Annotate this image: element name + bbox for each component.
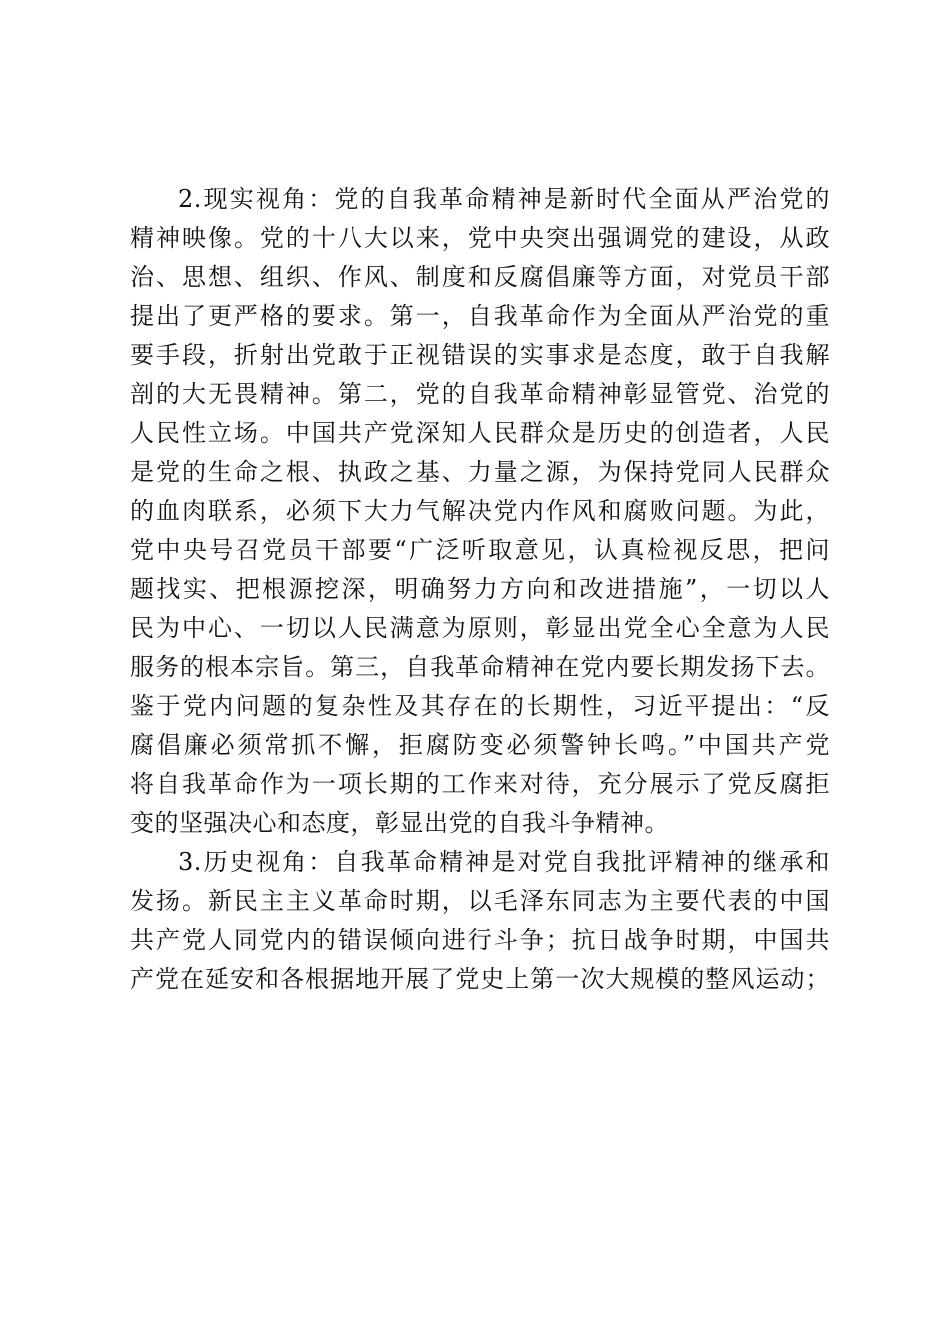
paragraph-historical-perspective [130, 843, 830, 999]
text-line: 2.现实视角：党的自我革命精神是新时代全面从严治党的 [178, 185, 830, 213]
text-line: 服务的根本宗旨。第三，自我革命精神在党内要长期发扬下去。 [130, 653, 830, 681]
text-line: 腐倡廉必须常抓不懈，拒腐防变必须警钟长鸣。”中国共产党 [130, 731, 830, 759]
text-line: 提出了更严格的要求。第一，自我革命作为全面从严治党的重 [130, 302, 830, 330]
body-text [130, 180, 830, 999]
text-line: 党中央号召党员干部要“广泛听取意见，认真检视反思，把问 [130, 536, 830, 564]
text-line: 变的坚强决心和态度，彰显出党的自我斗争精神。 [130, 809, 669, 837]
text-line: 治、思想、组织、作风、制度和反腐倡廉等方面，对党员干部 [130, 263, 830, 291]
text-line: 发扬。新民主主义革命时期，以毛泽东同志为主要代表的中国 [130, 887, 830, 915]
text-line: 将自我革命作为一项长期的工作来对待，充分展示了党反腐拒 [130, 770, 830, 798]
text-line: 要手段，折射出党敢于正视错误的实事求是态度，敢于自我解 [130, 341, 830, 369]
text-line: 精神映像。党的十八大以来，党中央突出强调党的建设，从政 [130, 224, 830, 252]
text-line: 的血肉联系，必须下大力气解决党内作风和腐败问题。为此， [130, 497, 830, 525]
text-line: 是党的生命之根、执政之基、力量之源，为保持党同人民群众 [130, 458, 830, 486]
text-line: 产党在延安和各根据地开展了党史上第一次大规模的整风运动； [130, 965, 830, 993]
text-line: 剖的大无畏精神。第二，党的自我革命精神彰显管党、治党的 [130, 380, 830, 408]
text-line: 共产党人同党内的错误倾向进行斗争；抗日战争时期，中国共 [130, 926, 830, 954]
paragraph-realistic-perspective [130, 180, 830, 843]
text-line: 民为中心、一切以人民满意为原则，彰显出党全心全意为人民 [130, 614, 830, 642]
text-line: 题找实、把根源挖深，明确努力方向和改进措施”，一切以人 [130, 575, 830, 603]
text-line: 人民性立场。中国共产党深知人民群众是历史的创造者，人民 [130, 419, 830, 447]
text-line: 鉴于党内问题的复杂性及其存在的长期性，习近平提出：“反 [130, 692, 830, 720]
text-line: 3.历史视角：自我革命精神是对党自我批评精神的继承和 [178, 848, 830, 876]
